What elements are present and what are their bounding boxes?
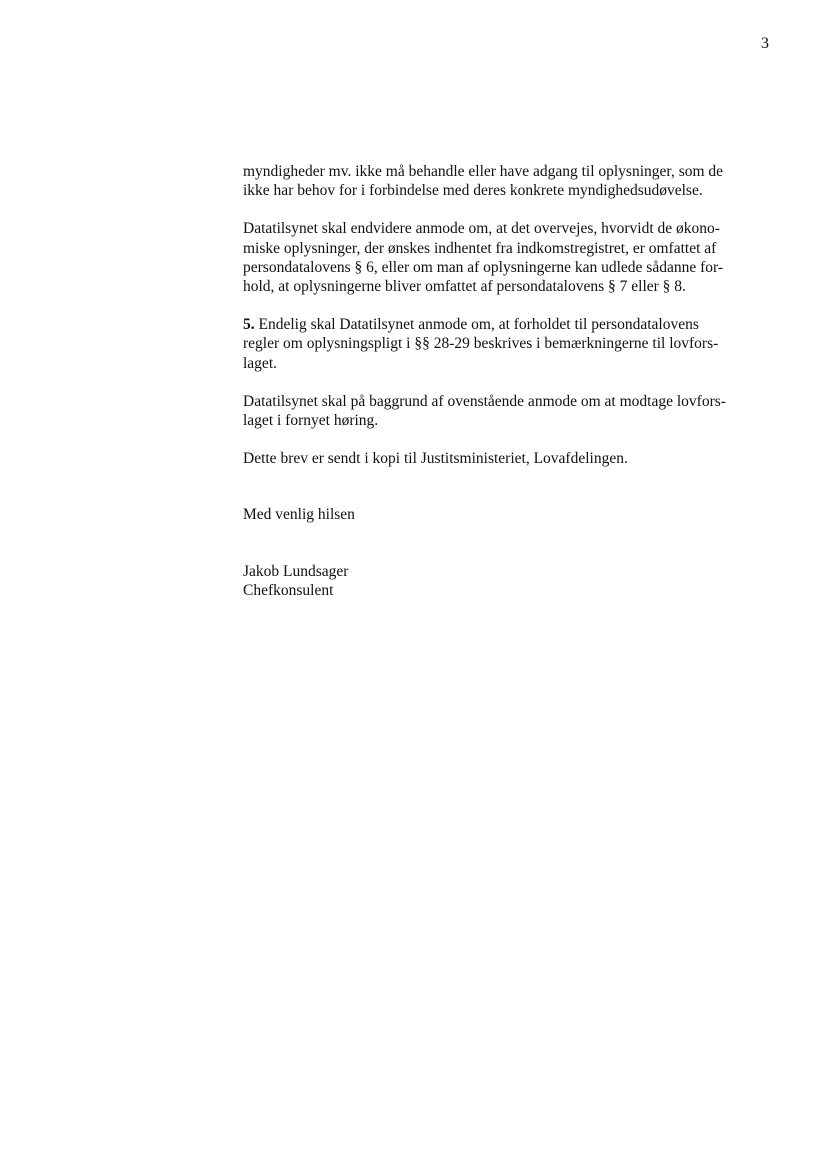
paragraph-continuation — [243, 162, 773, 200]
signature-block — [243, 562, 773, 600]
paragraph-economic-information — [243, 219, 773, 296]
paragraph-renewed-hearing — [243, 392, 773, 430]
text-line: miske oplysninger, der ønskes indhentet fra indkomstregistret, er omfattet af — [243, 239, 717, 257]
signatory-name: Jakob Lundsager — [243, 562, 349, 580]
text-line: myndigheder mv. ikke må behandle eller have adgang til oplysninger, som de — [243, 163, 724, 180]
letter-body — [243, 162, 773, 600]
text-line: persondatalovens § 6, eller om man af oplysningerne kan udlede sådanne for- — [243, 258, 724, 276]
text-line — [243, 315, 773, 334]
point-number: 5. — [243, 316, 255, 334]
paragraph-copy-note — [243, 449, 773, 468]
text-line: Dette brev er sendt i kopi til Justitsministeriet, Lovafdelingen. — [243, 450, 628, 468]
text-line: laget i fornyet høring. — [243, 412, 379, 430]
page-number: 3 — [761, 35, 769, 52]
point-text: Endelig skal Datatilsynet anmode om, at forholdet til persondatalovens — [254, 316, 699, 334]
signatory-title: Chefkonsulent — [243, 581, 334, 599]
text-line: regler om oplysningspligt i §§ 28-29 beskrives i bemærkningerne til lovfors- — [243, 335, 719, 353]
closing-salutation: Med venlig hilsen — [243, 506, 355, 524]
text-line: hold, at oplysningerne bliver omfattet af persondatalovens § 7 eller § 8. — [243, 278, 686, 296]
text-line: laget. — [243, 354, 277, 372]
text-line: ikke har behov for i forbindelse med deres konkrete myndighedsudøvelse. — [243, 182, 703, 200]
text-line: Datatilsynet skal på baggrund af ovenstående anmode om at modtage lovfors- — [243, 392, 726, 410]
text-line: Datatilsynet skal endvidere anmode om, at det overvejes, hvorvidt de økono- — [243, 220, 720, 238]
paragraph-point-5 — [243, 315, 773, 373]
